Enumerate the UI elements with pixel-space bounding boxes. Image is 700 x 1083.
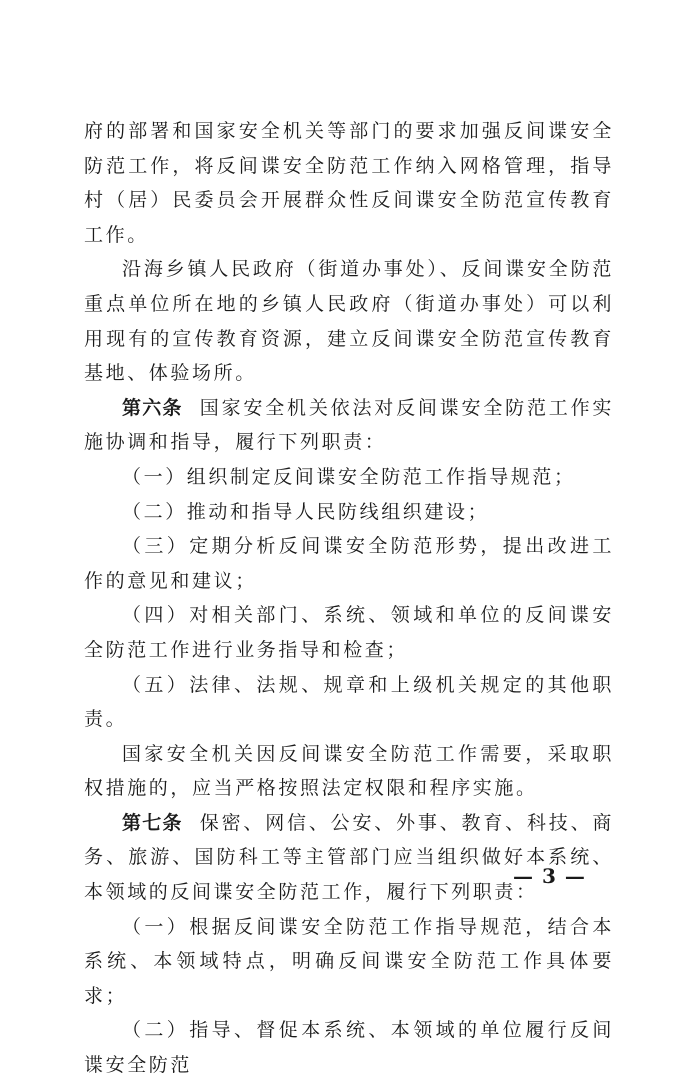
paragraph-text: （二）指导、督促本系统、本领域的单位履行反间谍安全防范 xyxy=(84,1019,614,1077)
paragraph-text: （五）法律、法规、规章和上级机关规定的其他职责。 xyxy=(84,673,614,731)
list-item xyxy=(84,668,614,737)
document-body xyxy=(84,114,614,1083)
list-item xyxy=(84,598,614,667)
paragraph-text: （四）对相关部门、系统、领域和单位的反间谍安全防范工作进行业务指导和检查； xyxy=(84,604,614,661)
paragraph-text: （一）根据反间谍安全防范工作指导规范，结合本系统、本领域特点，明确反间谍安全防范工作具体要求； xyxy=(84,915,614,1007)
paragraph-text: （三）定期分析反间谍安全防范形势，提出改进工作的意见和建议； xyxy=(84,535,614,592)
paragraph xyxy=(84,737,614,806)
list-item xyxy=(84,1013,614,1082)
list-item xyxy=(84,460,614,495)
paragraph-text: 国家安全机关依法对反间谍安全防范工作实施协调和指导，履行下列职责： xyxy=(84,396,614,454)
paragraph-text: （二）推动和指导人民防线组织建设； xyxy=(122,500,490,523)
paragraph-text: 国家安全机关因反间谍安全防范工作需要，采取职权措施的，应当严格按照法定权限和程序实施。 xyxy=(84,742,614,800)
article-7 xyxy=(84,806,614,910)
paragraph-continuation xyxy=(84,114,614,252)
article-title: 第六条 xyxy=(122,396,183,419)
list-item xyxy=(84,529,614,598)
article-6 xyxy=(84,391,614,460)
paragraph-text: 保密、网信、公安、外事、教育、科技、商务、旅游、国防科工等主管部门应当组织做好本系统、本领域的反间谍安全防范工作，履行下列职责： xyxy=(84,811,614,904)
paragraph-text: 府的部署和国家安全机关等部门的要求加强反间谍安全防范工作，将反间谍安全防范工作纳入网格管理，指导村（居）民委员会开展群众性反间谍安全防范宣传教育工作。 xyxy=(84,120,614,246)
article-title: 第七条 xyxy=(122,811,183,834)
list-item xyxy=(84,495,614,530)
paragraph-text: （一）组织制定反间谍安全防范工作指导规范； xyxy=(122,465,576,488)
page-number: — 3 — xyxy=(513,864,586,888)
list-item xyxy=(84,910,614,1014)
paragraph xyxy=(84,252,614,390)
paragraph-text: 沿海乡镇人民政府（街道办事处）、反间谍安全防范重点单位所在地的乡镇人民政府（街道办事处）可以利用现有的宣传教育资源，建立反间谍安全防范宣传教育基地、体验场所。 xyxy=(84,258,614,385)
